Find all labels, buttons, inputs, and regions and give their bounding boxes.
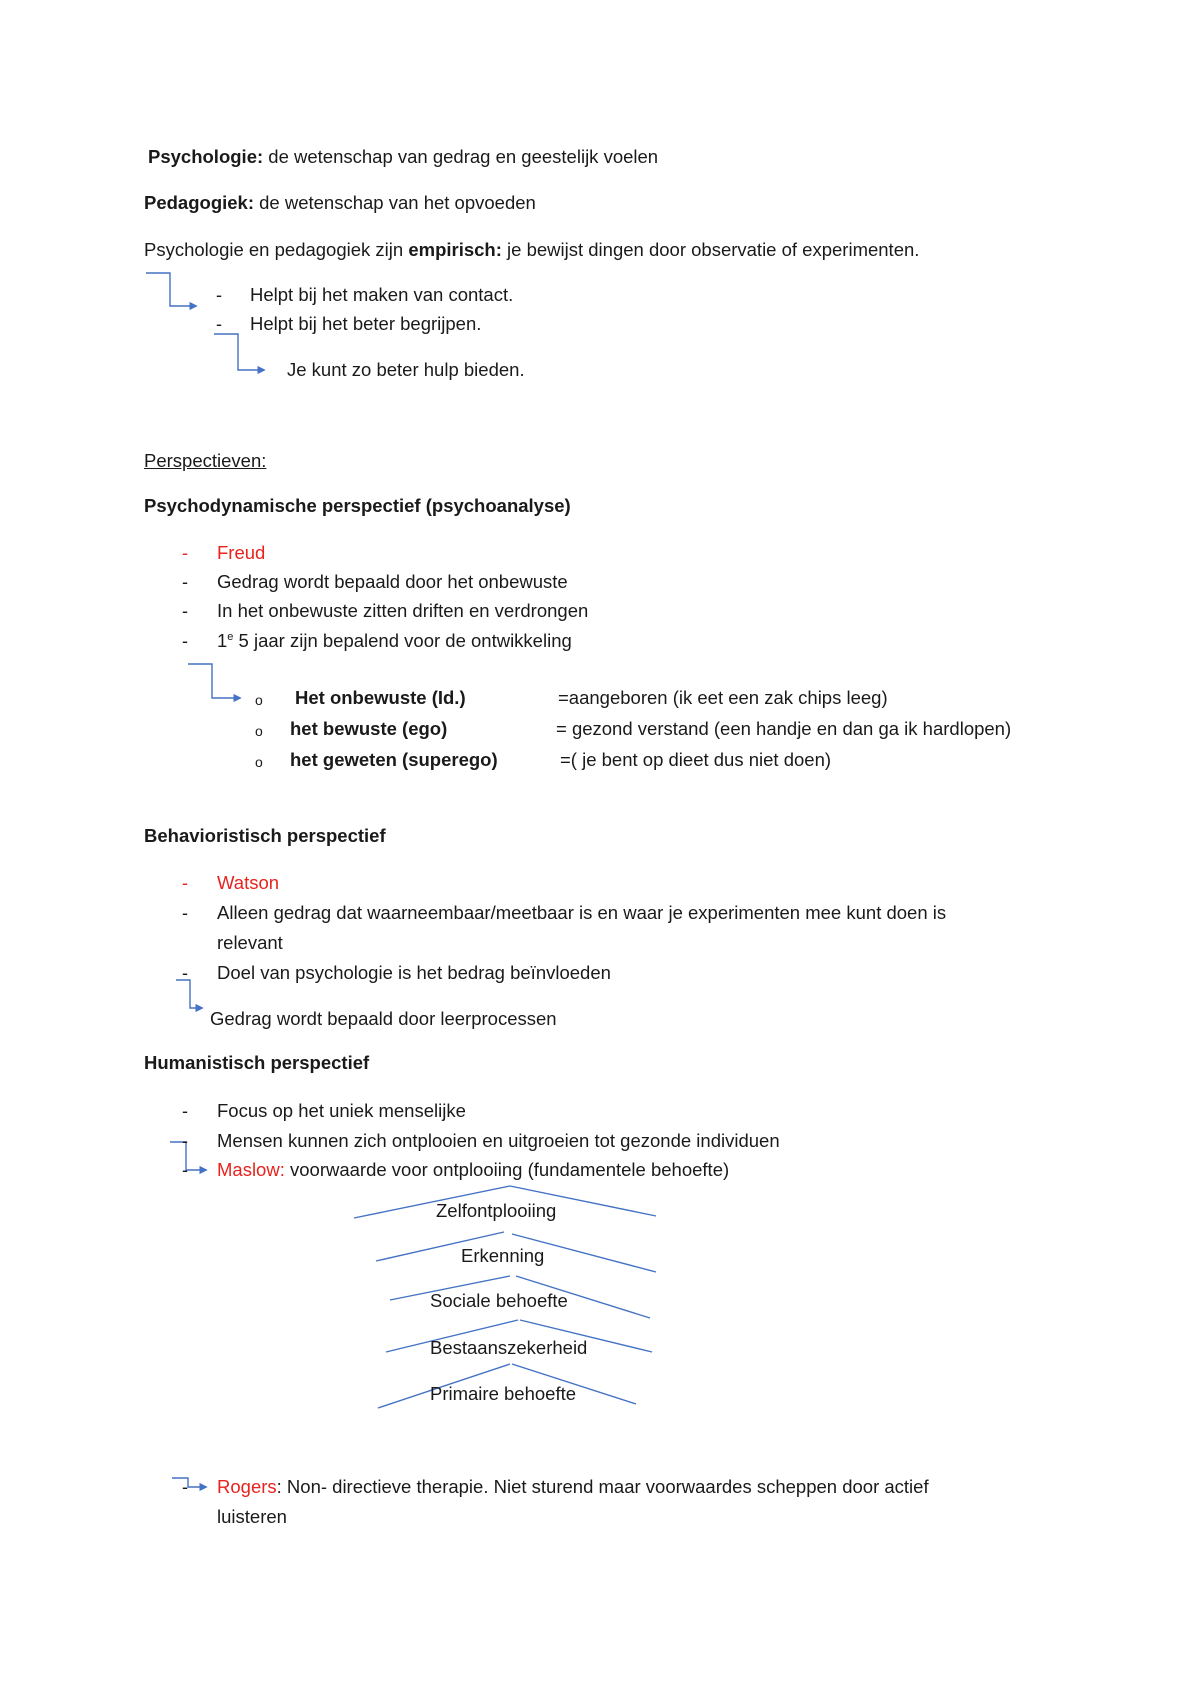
dash-marker: - (182, 873, 188, 893)
psychodynamic-heading: Psychodynamische perspectief (psychoanalyse) (144, 495, 571, 516)
dash-marker: - (182, 601, 188, 621)
pyramid-level: Sociale behoefte (430, 1290, 568, 1311)
psychodynamic-name: Freud (217, 542, 266, 563)
dash-marker: - (182, 543, 188, 563)
empirisch-pre: Psychologie en pedagogiek zijn (144, 239, 409, 260)
circle-bullet-icon: o (255, 723, 263, 739)
structure-term: het geweten (superego) (290, 749, 498, 770)
dash-marker: - (182, 1477, 188, 1497)
pyramid-level: Primaire behoefte (430, 1383, 577, 1404)
humanist-item: Focus op het uniek menselijke (217, 1100, 466, 1121)
structure-desc: =( je bent op dieet dus niet doen) (560, 749, 832, 770)
elbow-arrow-icon (214, 334, 264, 370)
elbow-arrow-icon (176, 980, 202, 1008)
behaviorist-name: Watson (217, 872, 280, 893)
def-pedagogiek: de wetenschap van het opvoeden (254, 192, 536, 213)
term-pedagogiek: Pedagogiek: (144, 192, 254, 213)
elbow-arrow-icon (188, 664, 240, 698)
pyramid-level: Zelfontplooiing (436, 1200, 557, 1221)
humanist-maslow (217, 1159, 729, 1181)
behaviorist-item: Alleen gedrag dat waarneembaar/meetbaar is en waar je experimenten mee kunt doen is (217, 902, 947, 923)
perspectives-heading: Perspectieven: (144, 450, 267, 471)
structure-desc: =aangeboren (ik eet een zak chips leeg) (558, 687, 888, 708)
dash-marker: - (216, 314, 222, 334)
elbow-arrow-icon (170, 1142, 206, 1170)
humanist-item: Mensen kunnen zich ontplooien en uitgroeien tot gezonde individuen (217, 1130, 780, 1151)
intro-bullet: Helpt bij het beter begrijpen. (250, 313, 482, 334)
maslow-text: voorwaarde voor ontplooiing (fundamentele behoefte) (284, 1159, 730, 1180)
elbow-arrow-icon (146, 273, 196, 306)
psychodynamic-item: In het onbewuste zitten driften en verdrongen (217, 600, 589, 621)
term-psychologie: Psychologie: (148, 146, 264, 167)
humanist-heading: Humanistisch perspectief (144, 1052, 370, 1073)
dash-marker: - (182, 572, 188, 592)
behaviorist-item: Doel van psychologie is het bedrag beïnvloeden (217, 962, 611, 983)
dash-marker: - (216, 285, 222, 305)
behaviorist-item-cont: relevant (217, 932, 283, 953)
humanist-rogers-cont: luisteren (217, 1506, 287, 1527)
maslow-name: Maslow: (217, 1159, 285, 1180)
item-number: 1 (217, 630, 228, 651)
dash-marker: - (182, 631, 188, 651)
structure-term: het bewuste (ego) (290, 718, 448, 739)
dash-marker: - (182, 1101, 188, 1121)
structure-term: Het onbewuste (Id.) (295, 687, 466, 708)
intro-sub: Je kunt zo beter hulp bieden. (287, 359, 525, 380)
rogers-name: Rogers (217, 1476, 277, 1497)
elbow-arrow-icon (172, 1478, 206, 1487)
humanist-rogers (217, 1476, 929, 1498)
dash-marker: - (182, 963, 188, 983)
dash-marker: - (182, 903, 188, 923)
def-psychologie: de wetenschap van gedrag en geestelijk voelen (263, 146, 659, 167)
behaviorist-arrow-text: Gedrag wordt bepaald door leerprocessen (210, 1008, 557, 1029)
intro-bullet: Helpt bij het maken van contact. (250, 284, 514, 305)
behaviorist-heading: Behavioristisch perspectief (144, 825, 386, 846)
item-text: 5 jaar zijn bepalend voor de ontwikkeling (233, 630, 572, 651)
definition-pedagogiek (144, 192, 536, 214)
dash-marker: - (182, 1160, 188, 1180)
empirisch-post: je bewijst dingen door observatie of experimenten. (501, 239, 920, 260)
rogers-text: : Non- directieve therapie. Niet sturend maar voorwaardes scheppen door actief (276, 1476, 929, 1497)
circle-bullet-icon: o (255, 692, 263, 708)
psychodynamic-item: Gedrag wordt bepaald door het onbewuste (217, 571, 568, 592)
psychodynamic-item (217, 630, 572, 652)
definition-psychologie (148, 146, 658, 168)
term-empirisch: empirisch: (408, 239, 502, 260)
definition-empirisch (144, 239, 919, 261)
pyramid-level: Bestaanszekerheid (430, 1337, 588, 1358)
circle-bullet-icon: o (255, 754, 263, 770)
pyramid-level: Erkenning (461, 1245, 545, 1266)
item-sup: e (227, 630, 234, 643)
structure-desc: = gezond verstand (een handje en dan ga ik hardlopen) (556, 718, 1012, 739)
dash-marker: - (182, 1131, 188, 1151)
